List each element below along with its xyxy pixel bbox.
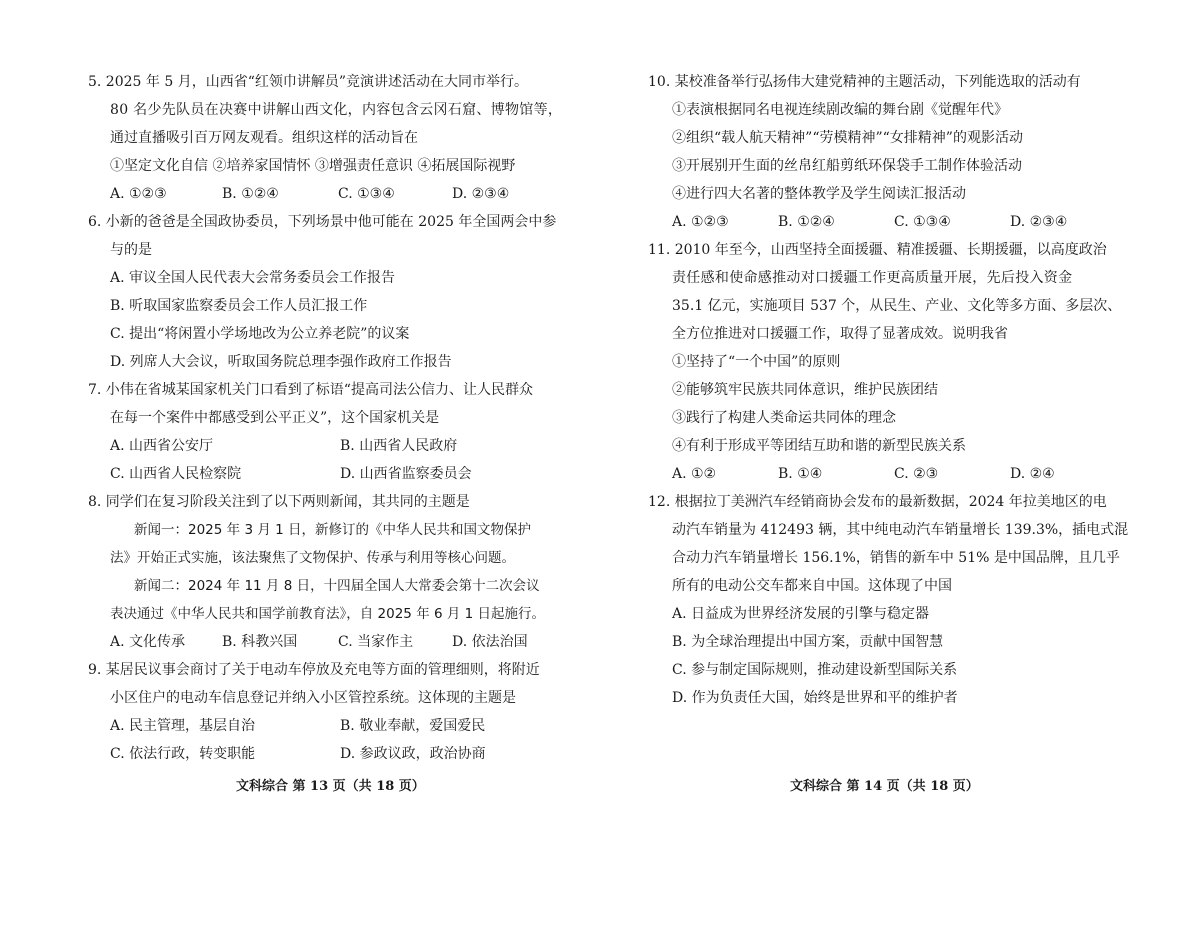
q12-option-c: C. 参与制定国际规则，推动建设新型国际关系 xyxy=(672,662,958,678)
q12-line-3: 合动力汽车销量增长 156.1%，销售的新车中 51% 是中国品牌，且几乎 xyxy=(672,550,1120,566)
q12-line-2: 动汽车销量为 412493 辆，其中纯电动汽车销量增长 139.3%，插电式混 xyxy=(672,522,1129,538)
q12-option-a: A. 日益成为世界经济发展的引擎与稳定器 xyxy=(672,606,930,622)
q9-option-c: C. 依法行政，转变职能 xyxy=(110,746,256,762)
q7-line-1: 7. 小伟在省城某国家机关门口看到了标语“提高司法公信力、让人民群众 xyxy=(88,382,533,398)
q11-option-b: B. ①④ xyxy=(778,466,823,482)
q12-line-1: 12. 根据拉丁美洲汽车经销商协会发布的最新数据，2024 年拉美地区的电 xyxy=(648,494,1107,510)
q6-option-b: B. 听取国家监察委员会工作人员汇报工作 xyxy=(110,298,368,314)
q9-line-2: 小区住户的电动车信息登记并纳入小区管控系统。这体现的主题是 xyxy=(110,690,516,706)
q9-option-a: A. 民主管理，基层自治 xyxy=(110,718,256,734)
q8-option-c: C. 当家作主 xyxy=(338,634,414,650)
q11-option-a: A. ①② xyxy=(672,466,717,482)
q10-option-b: B. ①②④ xyxy=(778,214,835,230)
q11-statement-3: ③践行了构建人类命运共同体的理念 xyxy=(672,410,896,426)
q11-line-2: 责任感和使命感推动对口援疆工作更高质量开展，先后投入资金 xyxy=(672,270,1073,286)
q6-option-c: C. 提出“将闲置小学场地改为公立养老院”的议案 xyxy=(110,326,410,342)
q11-option-c: C. ②③ xyxy=(894,466,939,482)
q7-line-2: 在每一个案件中都感受到公平正义”，这个国家机关是 xyxy=(110,410,440,426)
q11-line-1: 11. 2010 年至今，山西坚持全面援疆、精准援疆、长期援疆，以高度政治 xyxy=(648,242,1107,258)
page-footer-14: 文科综合 第 14 页（共 18 页） xyxy=(790,779,979,794)
q11-line-3: 35.1 亿元，实施项目 537 个，从民生、产业、文化等多方面、多层次、 xyxy=(672,298,1122,314)
q11-statement-4: ④有利于形成平等团结互助和谐的新型民族关系 xyxy=(672,438,966,454)
q11-line-4: 全方位推进对口援疆工作，取得了显著成效。说明我省 xyxy=(672,326,1008,342)
q10-option-d: D. ②③④ xyxy=(1010,214,1068,230)
q5-line-1: 5. 2025 年 5 月，山西省“红领巾讲解员”竞演讲述活动在大同市举行。 xyxy=(88,74,529,90)
q5-option-d: D. ②③④ xyxy=(452,186,510,202)
q8-news-1-line-2: 法》开始正式实施，该法聚焦了文物保护、传承与利用等核心问题。 xyxy=(110,550,515,566)
q10-statement-4: ④进行四大名著的整体教学及学生阅读汇报活动 xyxy=(672,186,966,202)
q8-option-d: D. 依法治国 xyxy=(452,634,528,650)
q9-option-b: B. 敬业奉献，爱国爱民 xyxy=(340,718,486,734)
q11-statement-2: ②能够筑牢民族共同体意识，维护民族团结 xyxy=(672,382,938,398)
q7-option-c: C. 山西省人民检察院 xyxy=(110,466,242,482)
q6-line-2: 与的是 xyxy=(110,242,152,258)
q12-option-d: D. 作为负责任大国，始终是世界和平的维护者 xyxy=(672,690,958,706)
q11-statement-1: ①坚持了“一个中国”的原则 xyxy=(672,354,841,370)
page-footer-13: 文科综合 第 13 页（共 18 页） xyxy=(236,779,425,794)
q6-line-1: 6. 小新的爸爸是全国政协委员，下列场景中他可能在 2025 年全国两会中参 xyxy=(88,214,557,230)
q8-option-a: A. 文化传承 xyxy=(110,634,186,650)
q12-option-b: B. 为全球治理提出中国方案，贡献中国智慧 xyxy=(672,634,944,650)
q5-statements: ①坚定文化自信 ②培养家国情怀 ③增强责任意识 ④拓展国际视野 xyxy=(110,158,516,174)
q7-option-a: A. 山西省公安厅 xyxy=(110,438,214,454)
q8-news-2-line-1: 新闻二：2024 年 11 月 8 日，十四届全国人大常委会第十二次会议 xyxy=(134,578,540,594)
q7-option-b: B. 山西省人民政府 xyxy=(340,438,458,454)
q11-option-d: D. ②④ xyxy=(1010,466,1055,482)
q10-statement-3: ③开展别开生面的丝帛红船剪纸环保袋手工制作体验活动 xyxy=(672,158,1022,174)
q8-option-b: B. 科教兴国 xyxy=(222,634,298,650)
q9-line-1: 9. 某居民议事会商讨了关于电动车停放及充电等方面的管理细则，将附近 xyxy=(88,662,540,678)
q6-option-a: A. 审议全国人民代表大会常务委员会工作报告 xyxy=(110,270,396,286)
q10-option-c: C. ①③④ xyxy=(894,214,951,230)
q6-option-d: D. 列席人大会议，听取国务院总理李强作政府工作报告 xyxy=(110,354,452,370)
q7-option-d: D. 山西省监察委员会 xyxy=(340,466,472,482)
q8-news-2-line-2: 表决通过《中华人民共和国学前教育法》，自 2025 年 6 月 1 日起施行。 xyxy=(110,606,546,622)
q5-option-c: C. ①③④ xyxy=(338,186,395,202)
q10-statement-2: ②组织“载人航天精神”“劳模精神”“女排精神”的观影活动 xyxy=(672,130,1023,146)
q12-line-4: 所有的电动公交车都来自中国。这体现了中国 xyxy=(672,578,952,594)
q10-line-1: 10. 某校准备举行弘扬伟大建党精神的主题活动，下列能选取的活动有 xyxy=(648,74,1081,90)
q9-option-d: D. 参政议政，政治协商 xyxy=(340,746,486,762)
q5-line-2: 80 名少先队员在决赛中讲解山西文化，内容包含云冈石窟、博物馆等， xyxy=(110,102,563,118)
q5-option-a: A. ①②③ xyxy=(110,186,167,202)
q10-statement-1: ①表演根据同名电视连续剧改编的舞台剧《觉醒年代》 xyxy=(672,102,1008,118)
q8-line-1: 8. 同学们在复习阶段关注到了以下两则新闻，其共同的主题是 xyxy=(88,494,470,510)
q5-line-3: 通过直播吸引百万网友观看。组织这样的活动旨在 xyxy=(110,130,418,146)
q10-option-a: A. ①②③ xyxy=(672,214,729,230)
q5-option-b: B. ①②④ xyxy=(222,186,279,202)
q8-news-1-line-1: 新闻一：2025 年 3 月 1 日，新修订的《中华人民共和国文物保护 xyxy=(134,522,531,538)
